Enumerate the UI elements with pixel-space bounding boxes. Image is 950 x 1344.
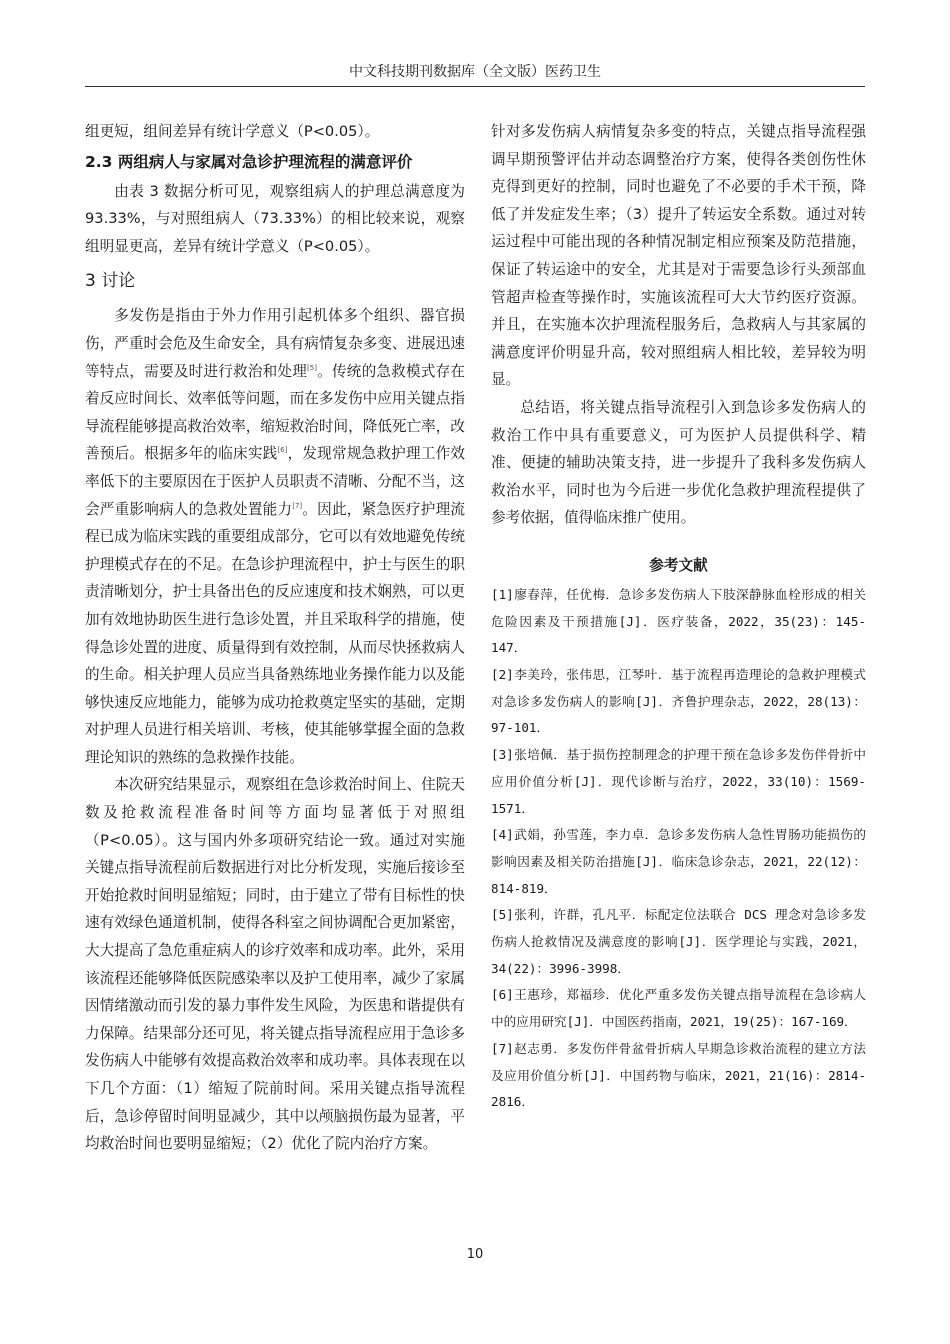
reference-item: [2]李美玲，张伟思，江琴叶．基于流程再造理论的急救护理模式对急诊多发伤病人的影响[J]．齐鲁护理杂志，2022，28(13)：97-101． (491, 667, 866, 736)
subsection-heading-2-3: 2.3 两组病人与家属对急诊护理流程的满意评价 (85, 152, 413, 171)
right-column (491, 118, 866, 1116)
reference-item: [1]廖春萍，任优梅．急诊多发伤病人下肢深静脉血栓形成的相关危险因素及干预措施[J]．医疗装备，2022，35(23)：145-147． (491, 586, 866, 656)
running-header: 中文科技期刊数据库（全文版）医药卫生 (85, 62, 865, 87)
references-heading: 参考文献 (649, 556, 708, 574)
text-span: 。因此，紧急医疗护理流程已成为临床实践的重要组成部分，它可以有效地避免传统护理模式存在的不足。在急诊护理流程中，护士与医生的职责清晰划分，护士具备出色的反应速度和技术娴熟，可以更加有效地协助医生进行急诊处置，并且采取科学的措施，使得急诊处置的进度、质量得到有效控制，从而尽快拯救病人的生命。相关护理人员应当具备熟练地业务操作能力以及能够快速反应地能力，能够为成功抢救奠定坚实的基础，定期对护理人员进行相关培训、考核，使其能够掌握全面的急救理论知识的熟练的急救操作技能。 (85, 500, 465, 766)
reference-item: [4]武娟，孙雪莲，李力卓．急诊多发伤病人急性胃肠功能损伤的影响因素及相关防治措施[J]．临床急诊杂志，2021，22(12)：814-819． (491, 827, 866, 896)
paragraph-discussion-2: 本次研究结果显示，观察组在急诊救治时间上、住院天数及抢救流程准备时间等方面均显著低于对照组（P<0.05）。这与国内外多项研究结论一致。通过对实施关键点指导流程前后数据进行对比分析发现，实施后接诊至开始抢救时间明显缩短；同时，由于建立了带有目标性的快速有效绿色通道机制，使得各科室之间协调配合更加紧密，大大提高了急危重症病人的诊疗效率和成功率。此外，采用该流程还能够降低医院感染率以及护工使用率，减少了家属因情绪激动而引发的暴力事件发生风险，为医患和谐提供有力保障。结果部分还可见，将关键点指导流程应用于急诊多发伤病人中能够有效提高救治效率和成功率。具体表现在以下几个方面：（1）缩短了院前时间。采用关键点指导流程后，急诊停留时间明显减少，其中以颅脑损伤最为显著，平均救治时间也要明显缩短；（2）优化了院内治疗方案。 (85, 776, 465, 1153)
left-column (85, 118, 465, 1158)
paragraph-continued-right: 针对多发伤病人病情复杂多变的特点，关键点指导流程强调早期预警评估并动态调整治疗方案，使得各类创伤性休克得到更好的控制，同时也避免了不必要的手术干预，降低了并发症发生率；（3）提升了转运安全系数。通过对转运过程中可能出现的各种情况制定相应预案及防范措施，保证了转运途中的安全，尤其是对于需要急诊行头颈部血管超声检查等操作时，实施该流程可大大节约医疗资源。并且，在实施本次护理流程服务后，急救病人与其家属的满意度评价明显升高，较对照组病人相比较，差异较为明显。 (491, 123, 866, 389)
paragraph-conclusion: 总结语，将关键点指导流程引入到急诊多发伤病人的救治工作中具有重要意义，可为医护人员提供科学、精准、便捷的辅助决策支持，进一步提升了我科多发伤病人救治水平，同时也为今后进一步优化急救护理流程提供了参考依据，值得临床推广使用。 (491, 398, 866, 527)
reference-item: [6]王惠珍，郑福珍．优化严重多发伤关键点指导流程在急诊病人中的应用研究[J]．中国医药指南，2021，19(25)：167-169． (491, 987, 866, 1030)
text-span: 。传统的急救模式存在着反应时间长、效率低等问题，而在多发伤中应用关键点指导流程能够提高救治效率，缩短救治时间，降低死亡率，改善预后。根据多年的临床实践 (85, 362, 465, 463)
reference-item: [5]张利，许群，孔凡平．标配定位法联合 DCS 理念对急诊多发伤病人抢救情况及满意度的影响[J]．医学理论与实践，2021，34(22)：3996-3998． (491, 907, 866, 976)
paragraph-continued: 组更短，组间差异有统计学意义（P<0.05）。 (85, 123, 380, 140)
text-span: 多发伤是指由于外力作用引起机体多个组织、器官损伤，严重时会危及生命安全，具有病情复杂多变、进展迅速等特点，需要及时进行救治和处理 (85, 307, 465, 380)
citation-6: [6] (277, 446, 288, 455)
section-heading-discussion: 3 讨论 (85, 271, 136, 292)
citation-7: [7] (292, 501, 303, 510)
reference-item: [7]赵志勇．多发伤伴骨盆骨折病人早期急诊救治流程的建立方法及应用价值分析[J]．中国药物与临床，2021，21(16)：2814-2816． (491, 1040, 866, 1110)
paragraph-satisfaction: 由表 3 数据分析可见，观察组病人的护理总满意度为93.33%，与对照组病人（73.33%）的相比较来说，观察组明显更高，差异有统计学意义（P<0.05）。 (85, 182, 465, 255)
paragraph-discussion-1 (85, 302, 465, 771)
page-number: 10 (466, 1247, 484, 1262)
reference-item: [3]张培佩．基于损伤控制理念的护理干预在急诊多发伤伴骨折中应用价值分析[J]．现代诊断与治疗，2022，33(10)：1569-1571． (491, 747, 866, 816)
text-span: ，发现常规急救护理工作效率低下的主要原因在于医护人员职责不清晰、分配不当，这会严重影响病人的急救处置能力 (85, 445, 465, 518)
citation-5: [5] (307, 363, 317, 372)
